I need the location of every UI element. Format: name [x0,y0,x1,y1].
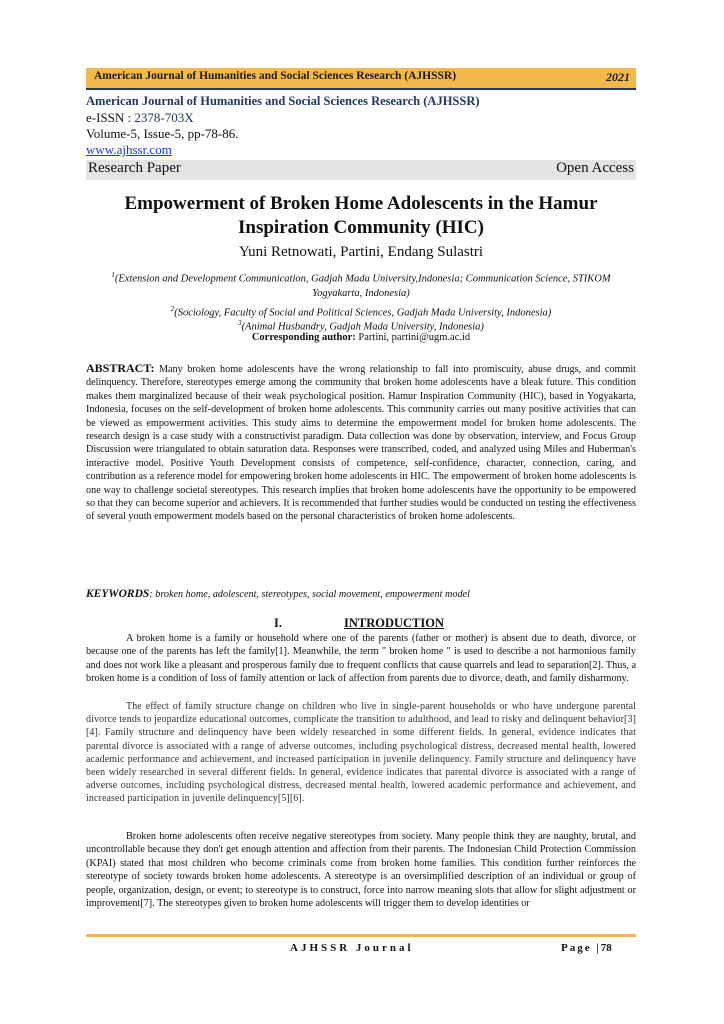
abstract [86,362,636,524]
section-number: I. [274,616,282,630]
corresponding-label: Corresponding author: [251,332,356,343]
issn [86,110,194,126]
page-label: Page | [561,942,601,954]
footer-page [561,942,612,954]
paper-title: Empowerment of Broken Home Adolescents in the Hamur Inspiration Community (HIC) [124,193,598,238]
authors: Yuni Retnowati, Partini, Endang Sulastri [238,244,484,260]
affiliation-marker: 2 [170,305,175,313]
abstract-text: Many broken home adolescents have the wrong relationship to fall into promiscuity, abuse drugs, and commit delinquency. Therefore, stereotypes emerge among the community that broken home adolescents have a bleak future. This condition makes them marginalized because of their weak psychological position. Hamur Inspiration Community (HIC), based in Yogyakarta, Indonesia, focuses on the self-development of broken home adolescents. This community carries out many positive activities that can be viewed as empowerment activities. This study aims to determine the empowerment model for broken home adolescents. The research design is a case study with a constructivist paradigm. Data collection was done by observation, interview, and Focus Group Discussion were triangulated to obtain saturation data. Responses were transcribed, coded, and analyzed using Miles and Huberman's interactive model. Positive Youth Development consists of competence, self-confidence, character, connection, caring, and contribution as a reference model for empowering broken home adolescents in HIC. The empowerment of broken home adolescents is one way to challenge societal stereotypes. This research implies that broken home adolescents have the opportunity to be empowered so that they can become superior and achievers. It is recommended that further studies would be conducted on testing the effectiveness of several youth empowerment models based on the personal characteristics of broken home adolescents. [86,364,636,523]
corresponding-value: Partini, partini@ugm.ac.id [355,332,471,343]
footer-divider [86,934,636,937]
footer-journal: AJHSSR Journal [290,942,414,954]
keywords [86,588,636,600]
journal-url-link[interactable]: www.ajhssr.com [86,142,172,157]
paper-type-bar [86,160,636,180]
affiliation-text: (Extension and Development Communication, Gadjah Mada University,Indonesia; Communication Science, STIKOM Yogyakarta, Indonesia) [114,273,611,299]
issn-value: 2378-703X [134,110,194,125]
body-paragraph: The effect of family structure change on children who live in single-parent households or who have undergone parental divorce tends to jeopardize educational outcomes, complicate the transition to adulthood, and lead to risky and delinquent behavior[3] [4]. Family structure and delinquency have been widely researched in some different fields. In general, evidence indicates that parental divorce is associated with a range of adverse outcomes, including psychological distress, decreased mental health, lowered academic performance and achievement, and increased participation in juvenile delinquency. Family structure and delinquency have been widely researched in several different fields. In general, evidence indicates that parental divorce is associated with a range of adverse outcomes, including psychological distress, decreased mental health, lowered academic performance and achievement, and increased participation in juvenile delinquency[5][6]. [86,701,636,805]
affiliation-marker: 1 [111,271,115,279]
volume-info: Volume-5, Issue-5, pp-78-86. [86,126,239,141]
paper-type: Research Paper [88,160,181,176]
journal-header-bar [86,68,636,90]
keywords-label: KEYWORDS [86,588,150,600]
header-journal-name: American Journal of Humanities and Social Sciences Research (AJHSSR) [94,70,457,82]
affiliation-text: (Sociology, Faculty of Social and Political Sciences, Gadjah Mada University, Indonesia) [174,307,552,319]
page-number: 78 [600,942,612,954]
issn-label: e-ISSN : [86,110,132,125]
body-paragraph: Broken home adolescents often receive negative stereotypes from society. Many people think they are naughty, brutal, and uncontrollable because they don't get enough attention and affection from their parents. The Indonesian Child Protection Commission (KPAI) stated that most children who become criminals come from broken home families. This condition further reinforces the stereotype of society towards broken home adolescents. A stereotype is an oversimplified description of an individual or group of people, organization, design, or event; to stereotype is to construct, force into narrow meaning slots that allow for slight adjustment or improvement[7]. The stereotypes given to broken home adolescents will trigger them to develop identities or [86,831,636,910]
corresponding-author [86,332,636,343]
keywords-text: : broken home, adolescent, stereotypes, social movement, empowerment model [149,589,470,600]
abstract-label: ABSTRACT: [86,361,155,375]
access-type: Open Access [556,160,634,176]
affiliation-1 [86,268,636,301]
body-paragraph: A broken home is a family or household where one of the parents (father or mother) is absent due to death, divorce, or because one of the parents has left the family[1]. Meanwhile, the term " broken home " is used to describe a not harmonious family and does not work like a pleasant and prosperous family due to frequent conflicts that cause quarrels and lead to separation[2]. Thus, a broken home is a condition of loss of family attention or lack of affection from parents due to divorce, death, and family disharmony. [86,633,636,685]
affiliation-text: (Animal Husbandry, Gadjah Mada University, Indonesia) [241,321,484,333]
journal-title: American Journal of Humanities and Social Sciences Research (AJHSSR) [86,94,480,108]
section-title: INTRODUCTION [344,616,445,630]
header-year: 2021 [606,70,630,84]
affiliation-marker: 3 [238,319,242,327]
